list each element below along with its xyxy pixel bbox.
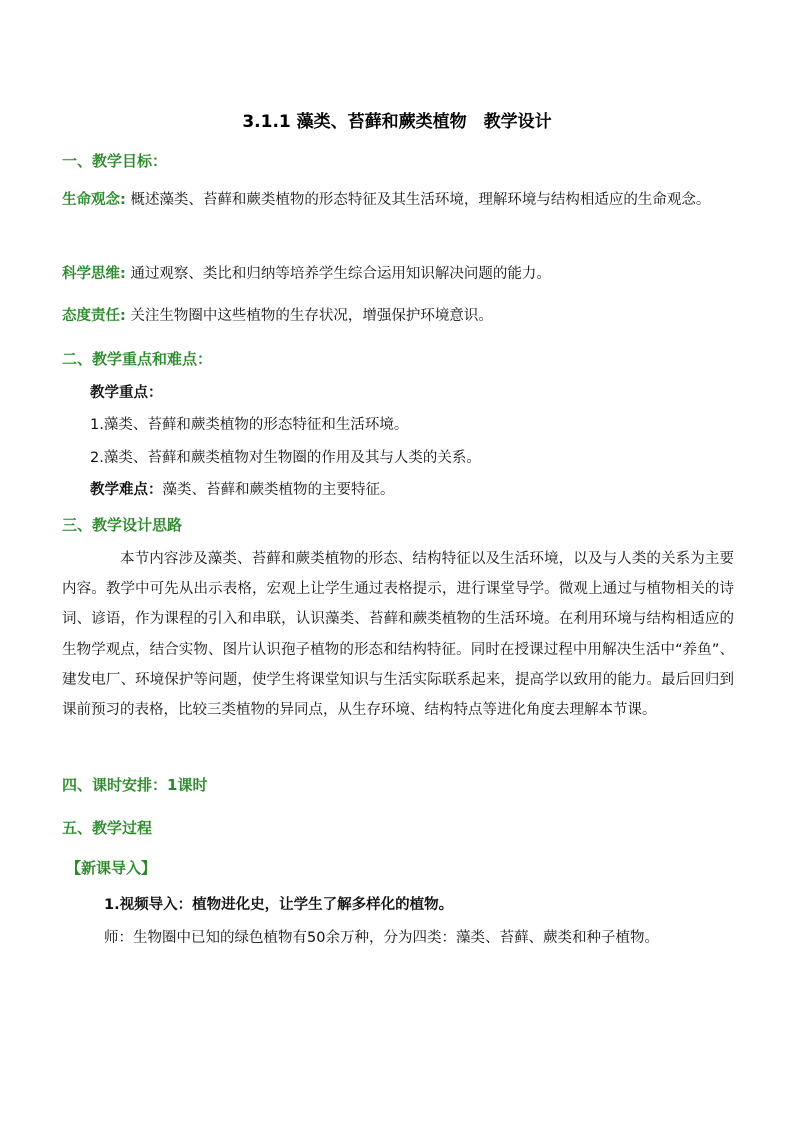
objective-label: 生命观念:	[62, 192, 126, 208]
section-heading-key-points: 二、教学重点和难点：	[62, 350, 213, 368]
difficulty-label: 教学难点：	[90, 482, 163, 498]
document-title: 3.1.1 藻类、苔藓和蕨类植物 教学设计	[242, 112, 552, 132]
section-heading-design: 三、教学设计思路	[62, 516, 183, 534]
teacher-line: 师：生物圈中已知的绿色植物有50余万种，分为四类：藻类、苔藓、蕨类和种子植物。	[104, 930, 659, 946]
objective-label: 科学思维:	[62, 266, 126, 282]
difficulty-line	[90, 478, 395, 499]
key-points-label: 教学重点：	[90, 385, 163, 401]
objective-item	[62, 186, 734, 215]
key-point-item: 2.藻类、苔藓和蕨类植物对生物圈的作用及其与人类的关系。	[90, 450, 481, 466]
difficulty-text: 藻类、苔藓和蕨类植物的主要特征。	[162, 482, 395, 498]
section-heading-process: 五、教学过程	[62, 819, 153, 837]
objective-text: 关注生物圈中这些植物的生存状况，增强保护环境意识。	[125, 308, 493, 324]
objective-text: 通过观察、类比和归纳等培养学生综合运用知识解决问题的能力。	[125, 266, 551, 282]
key-point-item: 1.藻类、苔藓和蕨类植物的形态特征和生活环境。	[90, 417, 409, 433]
subsection-new-lesson: 【新课导入】	[66, 859, 157, 877]
section-heading-objectives: 一、教学目标：	[62, 152, 168, 170]
objective-label: 态度责任:	[62, 308, 126, 324]
step-video-intro: 1.视频导入：植物进化史，让学生了解多样化的植物。	[104, 897, 454, 913]
objective-item	[62, 302, 734, 331]
objective-item	[62, 260, 734, 289]
design-paragraph: 本节内容涉及藻类、苔藓和蕨类植物的形态、结构特征以及生活环境，以及与人类的关系为主要内容。教学中可先从出示表格，宏观上让学生通过表格提示，进行课堂导学。微观上通过与植物相关的诗词、谚语，作为课程的引入和串联，认识藻类、苔藓和蕨类植物的生活环境。在利用环境与结构相适应的生物学观点，结合实物、图片认识孢子植物的形态和结构特征。同时在授课过程中用解决生活中“养鱼”、建发电厂、环境保护等问题，使学生将课堂知识与生活实际联系起来，提高学以致用的能力。最后回归到课前预习的表格，比较三类植物的异同点，从生存环境、结构特点等进化角度去理解本节课。	[62, 551, 734, 719]
objective-text: 概述藻类、苔藓和蕨类植物的形态特征及其生活环境，理解环境与结构相适应的生命观念。	[125, 192, 711, 208]
section-heading-schedule: 四、课时安排：1课时	[62, 776, 208, 794]
